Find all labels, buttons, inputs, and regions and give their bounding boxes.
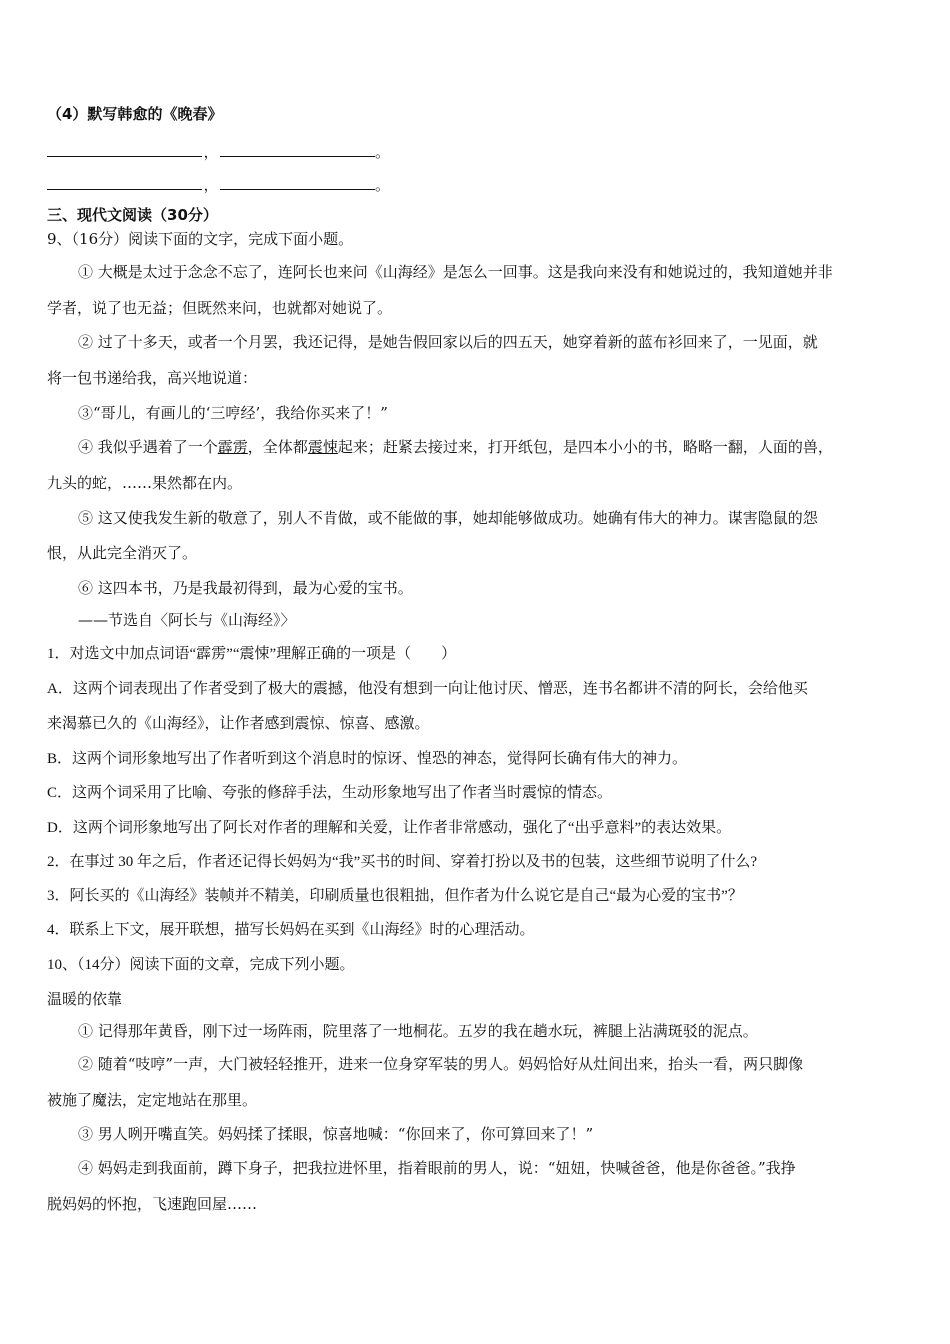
option-a-cont: 来渴慕已久的《山海经》，让作者感到震惊、惊喜、感激。	[47, 716, 430, 732]
answer-blank-row-2	[47, 174, 390, 194]
q9-para-2: ② 过了十多天，或者一个月罢，我还记得，是她告假回家以后的四五天，她穿着新的蓝布衫回来了，一见面，就	[78, 333, 818, 351]
q9-para-4	[78, 437, 938, 457]
q10-para-2: ② 随着“吱哼”一声，大门被轻轻推开，进来一位身穿军装的男人。妈妈恰好从灶间出来，抬头一看，两只脚像	[78, 1055, 804, 1073]
answer-blank-row-1	[47, 141, 390, 161]
answer-blank[interactable]	[47, 142, 202, 157]
option-c: C．这两个词采用了比喻、夸张的修辞手法，生动形象地写出了作者当时震惊的情态。	[47, 785, 613, 801]
q9-para-4-cont: 九头的蛇，……果然都在内。	[47, 474, 243, 492]
q10-para-1: ① 记得那年黄昏，刚下过一场阵雨，院里落了一地桐花。五岁的我在趟水玩，裤腿上沾满斑驳的泥点。	[78, 1022, 758, 1040]
section3-title: 三、现代文阅读（30分）	[47, 206, 218, 224]
answer-blank[interactable]	[47, 175, 202, 190]
dotted-word-pili: 霹雳	[217, 438, 248, 456]
option-b: B．这两个词形象地写出了作者听到这个消息时的惊讶、惶恐的神态，觉得阿长确有伟大的神力。	[47, 751, 688, 767]
answer-blank[interactable]	[220, 142, 375, 157]
dotted-word-zhensong: 震悚	[307, 438, 338, 456]
q10-para-2-cont: 被施了魔法，定定地站在那里。	[47, 1091, 258, 1109]
q9-sub3: 3．阿长买的《山海经》装帧并不精美，印刷质量也很粗拙，但作者为什么说它是自己“最为心爱的宝书”？	[47, 888, 743, 904]
q10-intro: 10、（14分）阅读下面的文章，完成下列小题。	[47, 957, 355, 973]
q9-para-2-cont: 将一包书递给我，高兴地说道：	[47, 369, 258, 387]
option-d: D．这两个词形象地写出了阿长对作者的理解和关爱，让作者非常感动，强化了“出乎意料”的表达效果。	[47, 820, 732, 836]
text: 起来；赶紧去接过来，打开纸包，是四本小小的书，略略一翻，人面的兽，	[337, 438, 833, 456]
q9-para-1: ① 大概是太过于念念不忘了，连阿长也来问《山海经》是怎么一回事。这是我向来没有和她说过的，我知道她并非	[78, 263, 833, 281]
period: 。	[375, 143, 391, 161]
q9-sub4: 4．联系上下文，展开联想，描写长妈妈在买到《山海经》时的心理活动。	[47, 922, 535, 938]
text: ④ 我似乎遇着了一个	[78, 438, 218, 456]
q9-para-1-cont: 学者，说了也无益；但既然来问，也就都对她说了。	[47, 299, 393, 317]
q9-intro: 9、（16分）阅读下面的文字，完成下面小题。	[47, 230, 354, 248]
comma: ，	[203, 176, 219, 194]
q9-para-3: ③“哥儿，有画儿的‘三哼经’，我给你买来了！”	[78, 404, 388, 422]
q9-para-5-cont: 恨，从此完全消灭了。	[47, 544, 198, 562]
q10-para-4-cont: 脱妈妈的怀抱，飞速跑回屋……	[47, 1195, 258, 1213]
option-a: A．这两个词表现出了作者受到了极大的震撼，他没有想到一向让他讨厌、憎恶，连书名都讲不清的阿长，会给他买	[47, 681, 808, 697]
answer-blank[interactable]	[220, 175, 375, 190]
period: 。	[375, 176, 391, 194]
text: ，全体都	[247, 438, 308, 456]
q9-para-5: ⑤ 这又使我发生新的敬意了，别人不肯做，或不能做的事，她却能够做成功。她确有伟大的神力。谋害隐鼠的怨	[78, 509, 818, 527]
q9-para-6: ⑥ 这四本书，乃是我最初得到，最为心爱的宝书。	[78, 579, 413, 597]
q9-sub1: 1．对选文中加点词语“霹雳”“震悚”理解正确的一项是（ ）	[47, 646, 457, 662]
q4-title: （4）默写韩愈的《晚春》	[47, 105, 223, 123]
q9-sub2: 2．在事过 30 年之后，作者还记得长妈妈为“我”买书的时间、穿着打扮以及书的包装，这些细节说明了什么?	[47, 854, 757, 870]
comma: ，	[203, 143, 219, 161]
q10-article-title: 温暖的依靠	[47, 990, 123, 1008]
q10-para-3: ③ 男人咧开嘴直笑。妈妈揉了揉眼，惊喜地喊：“你回来了，你可算回来了！”	[78, 1125, 594, 1143]
q10-para-4: ④ 妈妈走到我面前，蹲下身子，把我拉进怀里，指着眼前的男人，说：“妞妞，快喊爸爸，他是你爸爸。”我挣	[78, 1159, 796, 1177]
q9-source: ——节选自〈阿长与《山海经》〉	[78, 611, 296, 629]
